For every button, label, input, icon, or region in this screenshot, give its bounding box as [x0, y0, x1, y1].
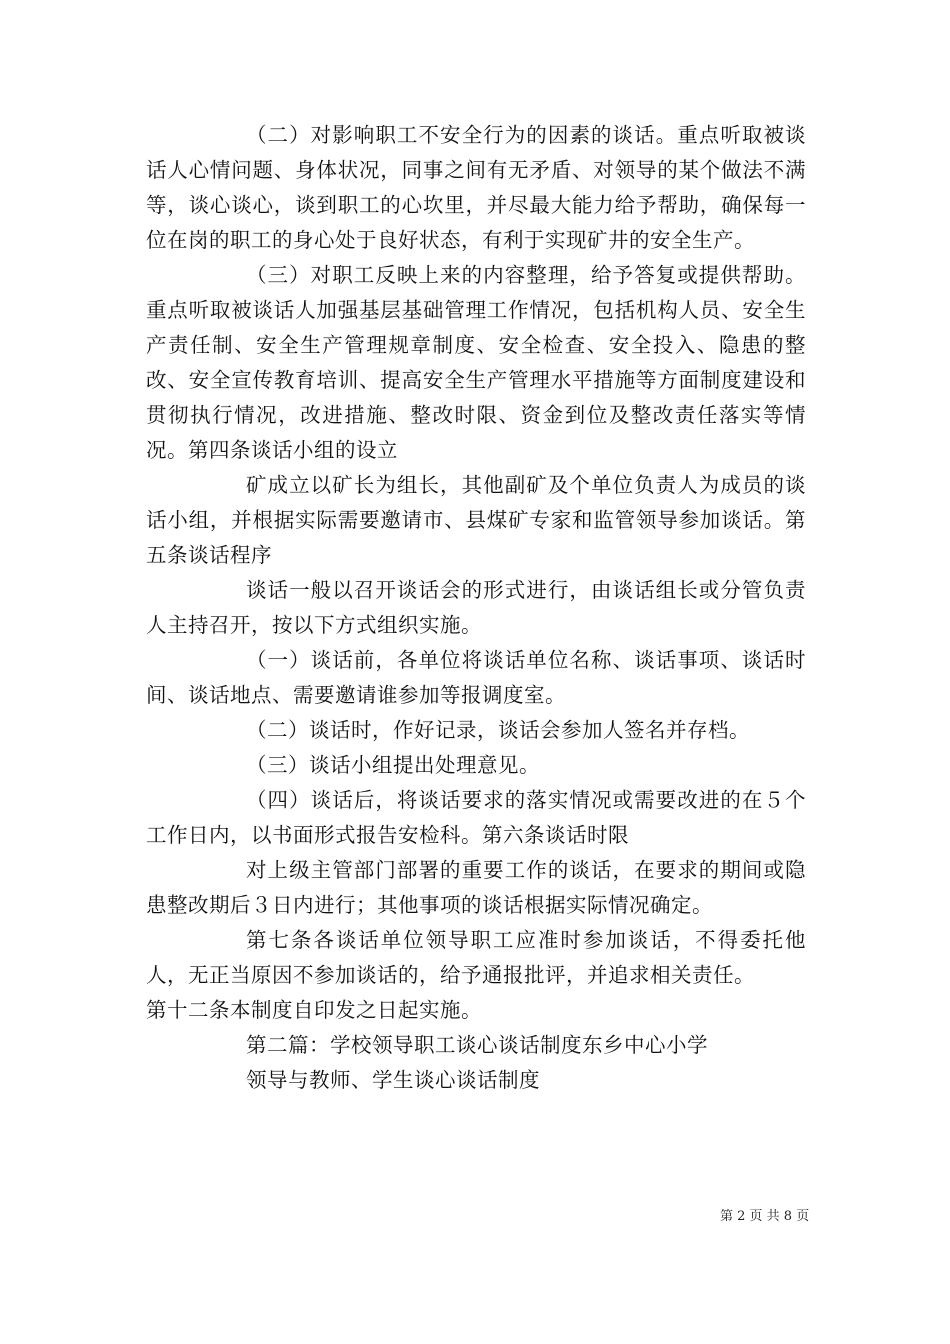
paragraph-time-limit: 对上级主管部门部署的重要工作的谈话，在要求的期间或隐患整改期后３日内进行；其他事项的谈话根据实际情况确定。 — [146, 858, 806, 917]
paragraph-talk-factors: （二）对影响职工不安全行为的因素的谈话。重点听取被谈话人心情问题、身体状况，同事之间有无矛盾、对领导的某个做法不满等，谈心谈心，谈到职工的心坎里，并尽最大能力给予帮助，确保每一位在岗的职工的身心处于良好状态，有利于实现矿井的安全生产。 — [146, 123, 806, 252]
paragraph-before-talk: （一）谈话前，各单位将谈话单位名称、谈话事项、谈话时间、谈话地点、需要邀请谁参加等报调度室。 — [146, 648, 806, 707]
paragraph-article-twelve: 第十二条本制度自印发之日起实施。 — [146, 998, 482, 1022]
paragraph-talk-meeting: 谈话一般以召开谈话会的形式进行，由谈话组长或分管负责人主持召开，按以下方式组织实施。 — [146, 578, 806, 637]
paragraph-talk-group: 矿成立以矿长为组长，其他副矿及个单位负责人为成员的谈话小组，并根据实际需要邀请市、县煤矿专家和监管领导参加谈话。第五条谈话程序 — [146, 473, 806, 567]
paragraph-during-talk: （二）谈话时，作好记录，谈话会参加人签名并存档。 — [246, 718, 750, 742]
paragraph-article-seven: 第七条各谈话单位领导职工应准时参加谈话，不得委托他人，无正当原因不参加谈话的，给予通报批评，并追求相关责任。 — [146, 928, 806, 987]
document-body — [146, 118, 806, 1098]
page-number-footer: 第 2 页 共 8 页 — [720, 1209, 810, 1224]
paragraph-feedback-handling: （三）对职工反映上来的内容整理，给予答复或提供帮助。重点听取被谈话人加强基层基础管理工作情况，包括机构人员、安全生产责任制、安全生产管理规章制度、安全检查、安全投入、隐患的整改、安全宣传教育培训、提高安全生产管理水平措施等方面制度建设和贯彻执行情况，改进措施、整改时限、资金到位及整改责任落实等情况。第四条谈话小组的设立 — [146, 263, 806, 462]
paragraph-second-chapter-subtitle: 领导与教师、学生谈心谈话制度 — [246, 1068, 540, 1092]
paragraph-second-chapter-title: 第二篇：学校领导职工谈心谈话制度东乡中心小学 — [246, 1033, 708, 1057]
paragraph-after-talk: （四）谈话后，将谈话要求的落实情况或需要改进的在５个工作日内，以书面形式报告安检科。第六条谈话时限 — [146, 788, 806, 847]
paragraph-handling-opinion: （三）谈话小组提出处理意见。 — [246, 753, 540, 777]
